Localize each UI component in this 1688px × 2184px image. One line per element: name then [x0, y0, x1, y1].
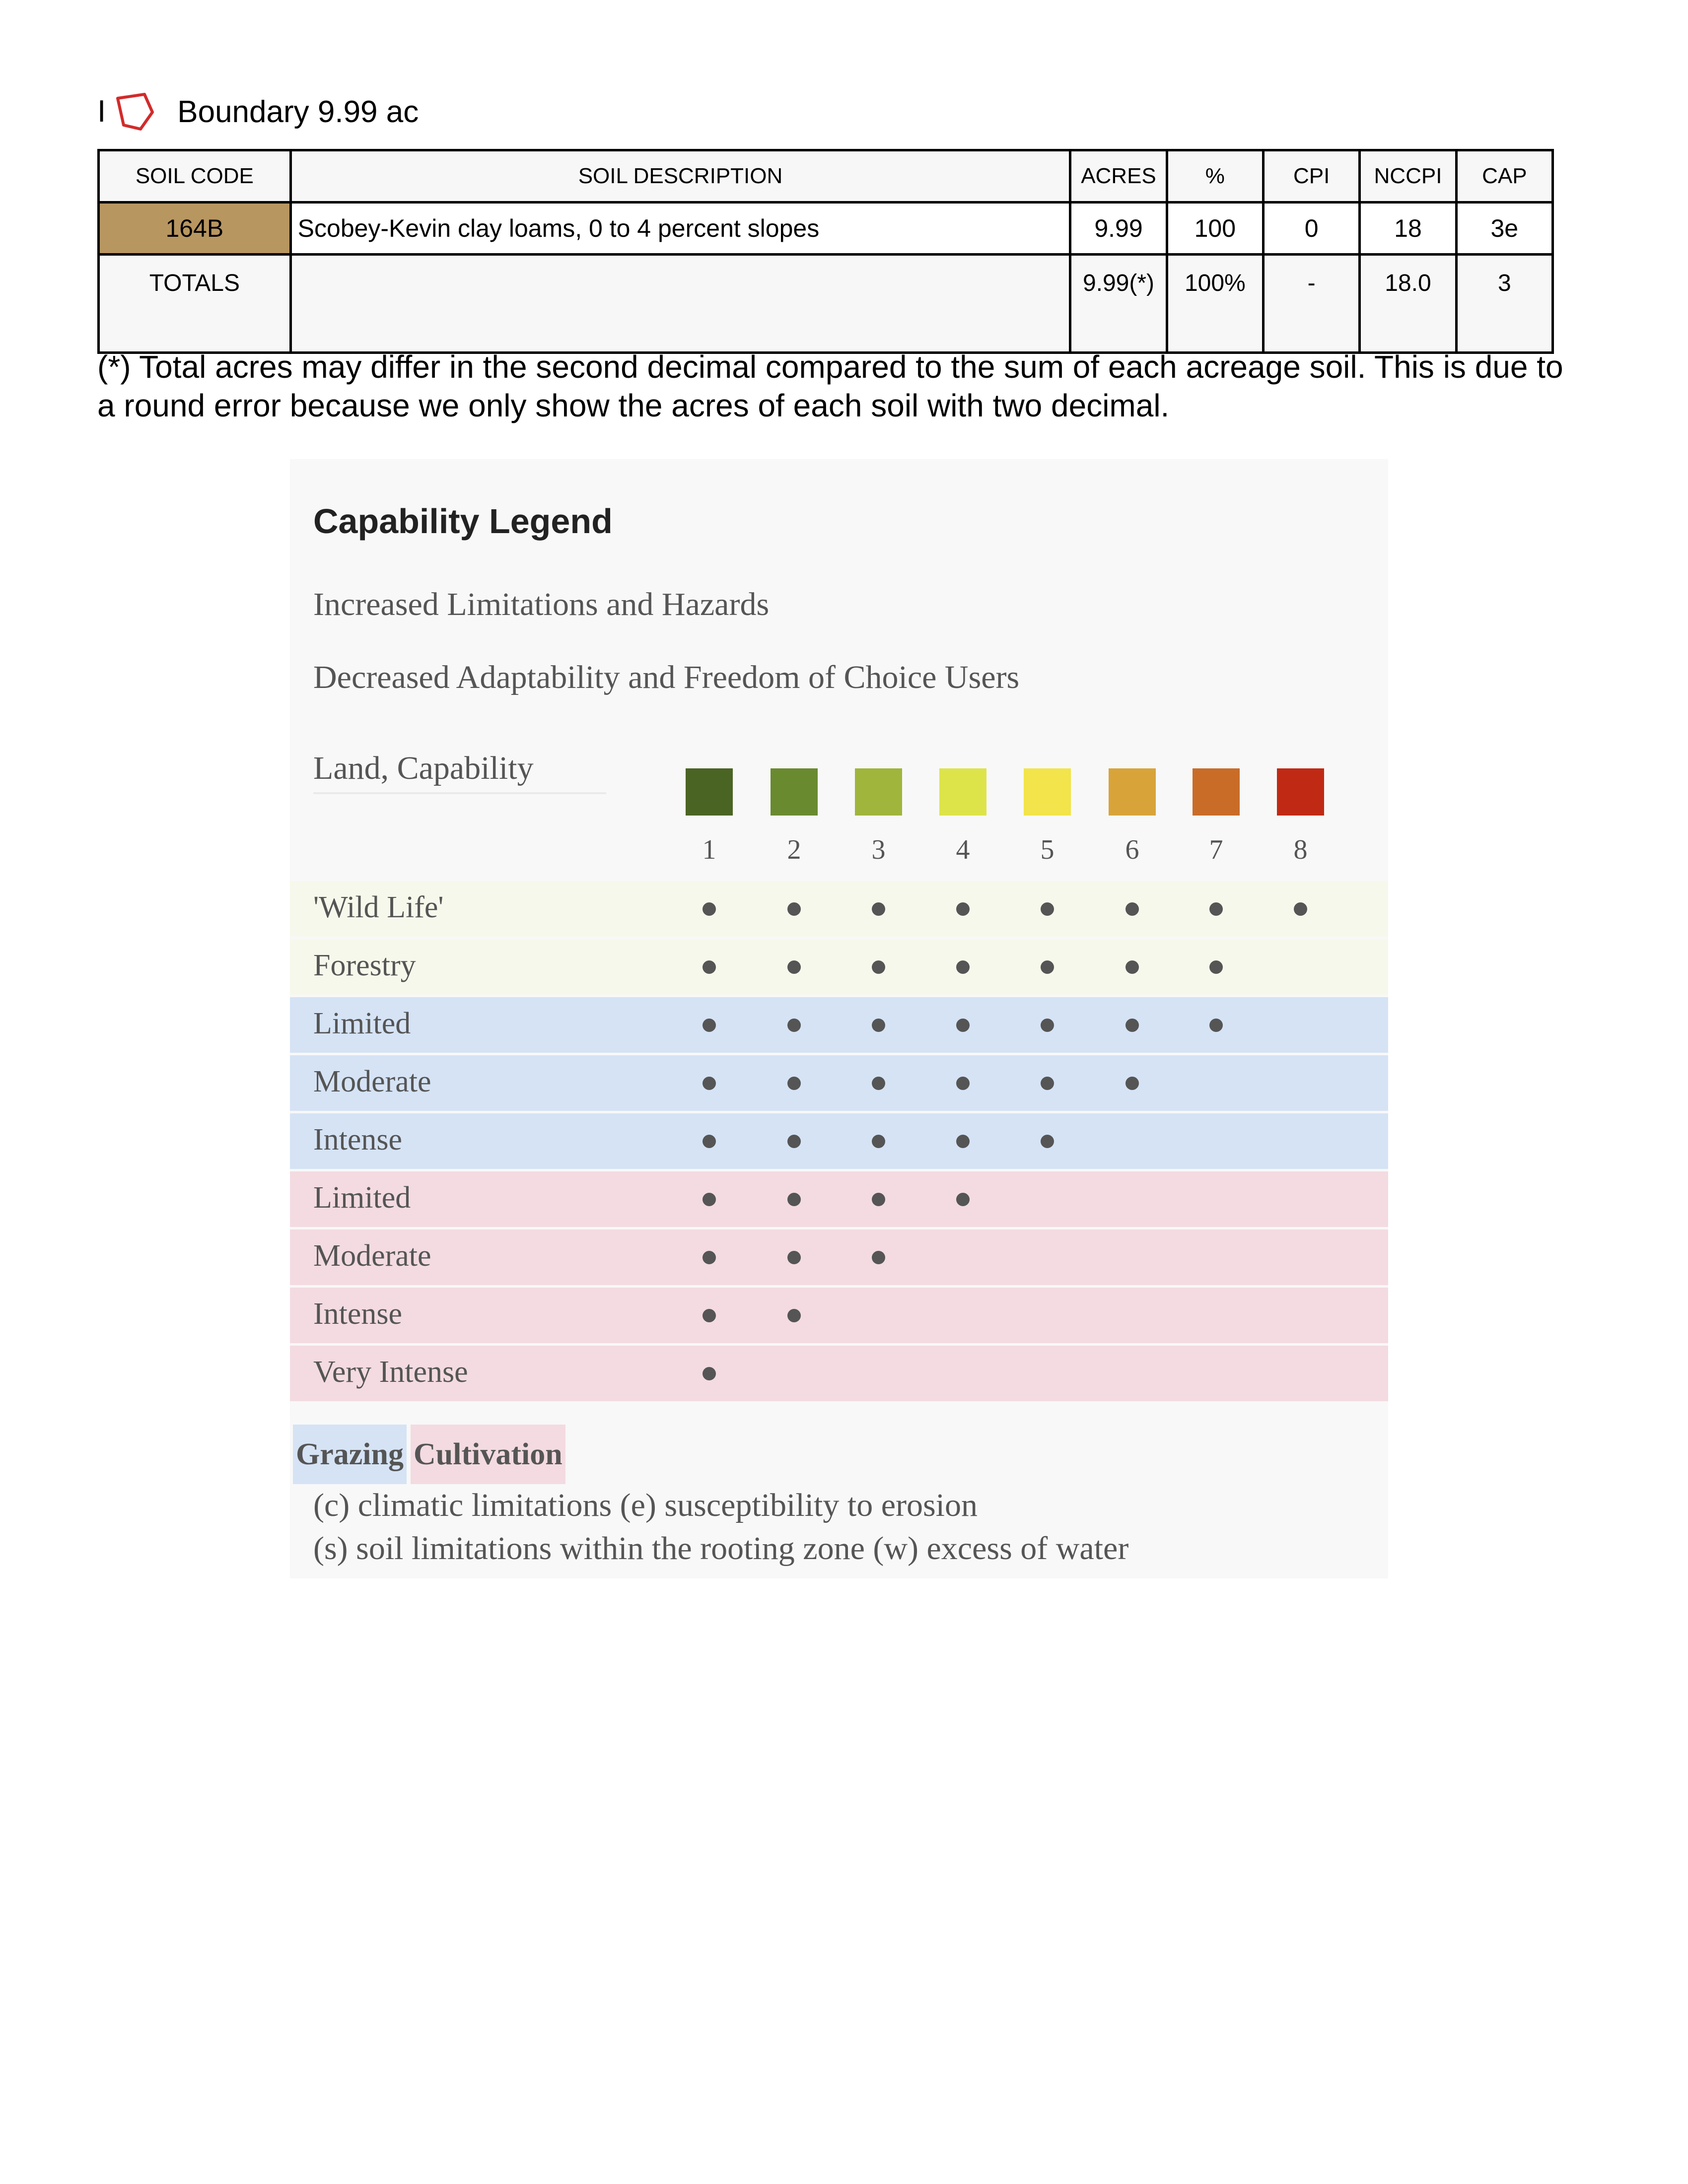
- legend-row-label: Limited: [313, 1007, 411, 1040]
- capability-dot: [1041, 1077, 1054, 1090]
- legend-footnote-climatic: (c) climatic limitations (e) susceptibility to erosion: [313, 1487, 978, 1523]
- col-header-cap: CAP: [1456, 150, 1552, 203]
- legend-title: Capability Legend: [313, 502, 613, 541]
- col-header-soil-code: SOIL CODE: [99, 150, 291, 203]
- cap-cell: 3e: [1456, 203, 1552, 255]
- legend-row: [290, 881, 1388, 937]
- capability-class-4-number: 4: [956, 834, 970, 865]
- rounding-note: (*) Total acres may differ in the second decimal compared to the sum of each acreage soil. This is due to a round error because we only show the acres of each soil with two decimal.: [97, 349, 1563, 423]
- legend-row-label: Moderate: [313, 1239, 431, 1273]
- capability-dot: [872, 1251, 885, 1264]
- soil-description-cell: Scobey-Kevin clay loams, 0 to 4 percent slopes: [290, 203, 1070, 255]
- col-header-cpi: CPI: [1263, 150, 1359, 203]
- capability-dot: [703, 1019, 716, 1032]
- totals-label: TOTALS: [99, 255, 291, 353]
- grazing-key: Grazing: [293, 1425, 407, 1484]
- capability-class-8-swatch: [1277, 768, 1324, 816]
- capability-dot: [787, 1309, 801, 1322]
- totals-acres: 9.99(*): [1070, 255, 1167, 353]
- capability-dot: [956, 1077, 970, 1090]
- acres-cell: 9.99: [1070, 203, 1167, 255]
- percent-cell: 100: [1167, 203, 1263, 255]
- capability-dot: [872, 1019, 885, 1032]
- capability-dot: [956, 1193, 970, 1206]
- capability-dot: [956, 960, 970, 974]
- capability-dot: [787, 1019, 801, 1032]
- legend-row-label: Forestry: [313, 949, 416, 982]
- nccpi-cell: 18: [1360, 203, 1456, 255]
- cpi-cell: 0: [1263, 203, 1359, 255]
- capability-class-3-number: 3: [871, 834, 886, 865]
- legend-subtitle-limitations: Increased Limitations and Hazards: [313, 586, 770, 622]
- col-header-acres: ACRES: [1070, 150, 1167, 203]
- totals-row: [99, 255, 1553, 353]
- capability-dot: [1209, 902, 1223, 916]
- capability-class-4-swatch: [939, 768, 986, 816]
- legend-row: [290, 1229, 1388, 1285]
- capability-dot: [703, 1135, 716, 1148]
- capability-dot: [872, 960, 885, 974]
- land-capability-label: Land, Capability: [313, 750, 606, 794]
- boundary-header: [97, 89, 419, 134]
- col-header-percent: %: [1167, 150, 1263, 203]
- soil-code-cell: 164B: [99, 203, 291, 255]
- capability-dot: [1041, 1019, 1054, 1032]
- totals-description: [290, 255, 1070, 353]
- capability-dot: [787, 960, 801, 974]
- capability-class-7-number: 7: [1209, 834, 1223, 865]
- legend-row: [290, 1346, 1388, 1401]
- capability-dot: [956, 902, 970, 916]
- capability-dot: [703, 1193, 716, 1206]
- totals-cap: 3: [1456, 255, 1552, 353]
- capability-dot: [1125, 960, 1139, 974]
- legend-row-label: 'Wild Life': [313, 890, 444, 924]
- capability-dot: [787, 1251, 801, 1264]
- capability-dot: [703, 1251, 716, 1264]
- capability-dot: [1125, 1019, 1139, 1032]
- capability-dot: [956, 1019, 970, 1032]
- capability-class-5-swatch: [1024, 768, 1071, 816]
- capability-dot: [1041, 960, 1054, 974]
- legend-row: [290, 1113, 1388, 1169]
- table-row: [99, 203, 1553, 255]
- header-prefix: I: [97, 94, 106, 129]
- capability-class-6-number: 6: [1125, 834, 1139, 865]
- legend-row-label: Intense: [313, 1123, 403, 1157]
- legend-row-label: Intense: [313, 1297, 403, 1331]
- capability-class-8-number: 8: [1293, 834, 1308, 865]
- capability-dot: [956, 1135, 970, 1148]
- col-header-nccpi: NCCPI: [1360, 150, 1456, 203]
- capability-dot: [1125, 1077, 1139, 1090]
- totals-nccpi: 18.0: [1360, 255, 1456, 353]
- legend-row-label: Moderate: [313, 1065, 431, 1098]
- capability-class-1-swatch: [686, 768, 733, 816]
- capability-dot: [703, 1367, 716, 1380]
- capability-dot: [703, 902, 716, 916]
- col-header-soil-description: SOIL DESCRIPTION: [290, 150, 1070, 203]
- capability-dot: [1209, 1019, 1223, 1032]
- capability-legend: [290, 459, 1388, 1578]
- table-header-row: [99, 150, 1553, 203]
- capability-dot: [872, 902, 885, 916]
- capability-dot: [872, 1193, 885, 1206]
- capability-dot: [703, 960, 716, 974]
- capability-dot: [872, 1077, 885, 1090]
- capability-class-5-number: 5: [1040, 834, 1055, 865]
- capability-dot: [787, 1193, 801, 1206]
- legend-row: [290, 997, 1388, 1053]
- legend-row: [290, 939, 1388, 995]
- capability-dot: [1209, 960, 1223, 974]
- capability-class-6-swatch: [1109, 768, 1156, 816]
- capability-dot: [1041, 1135, 1054, 1148]
- capability-dot: [787, 1077, 801, 1090]
- legend-subtitle-adaptability: Decreased Adaptability and Freedom of Choice Users: [313, 659, 1020, 695]
- capability-dot: [1125, 902, 1139, 916]
- legend-row-label: Limited: [313, 1181, 411, 1215]
- legend-footnote-soil: (s) soil limitations within the rooting zone (w) excess of water: [313, 1530, 1129, 1567]
- capability-dot: [703, 1309, 716, 1322]
- legend-row-label: Very Intense: [313, 1355, 468, 1389]
- totals-cpi: -: [1263, 255, 1359, 353]
- legend-row: [290, 1171, 1388, 1227]
- soil-table: [97, 149, 1554, 354]
- capability-dot: [787, 902, 801, 916]
- capability-class-7-swatch: [1193, 768, 1240, 816]
- capability-dot: [703, 1077, 716, 1090]
- capability-dot: [787, 1135, 801, 1148]
- totals-percent: 100%: [1167, 255, 1263, 353]
- capability-dot: [1041, 902, 1054, 916]
- capability-class-3-swatch: [855, 768, 902, 816]
- capability-dot: [1294, 902, 1307, 916]
- legend-row: [290, 1288, 1388, 1343]
- cultivation-key: Cultivation: [411, 1425, 565, 1484]
- capability-class-2-swatch: [771, 768, 818, 816]
- pentagon-outline-icon: [113, 89, 157, 134]
- legend-row: [290, 1055, 1388, 1111]
- capability-class-1-number: 1: [702, 834, 716, 865]
- boundary-title: Boundary 9.99 ac: [177, 94, 419, 129]
- capability-class-2-number: 2: [787, 834, 801, 865]
- capability-dot: [872, 1135, 885, 1148]
